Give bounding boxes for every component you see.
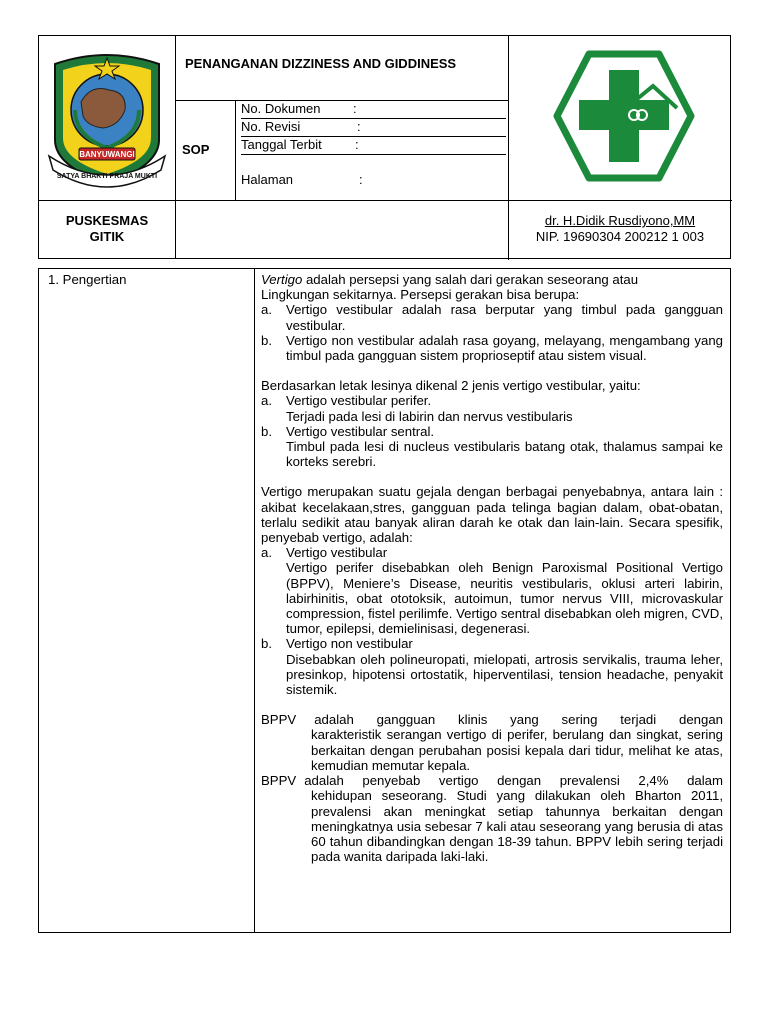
puskesmas-logo (549, 46, 699, 186)
list-title: Vertigo vestibular sentral. (286, 423, 435, 439)
list-marker: b. (261, 423, 272, 439)
field-halaman (241, 172, 506, 190)
list-title: Vertigo vestibular (286, 545, 388, 561)
bppv-lead: BPPV (261, 712, 297, 728)
bppv-text: karakteristik serangan vertigo di perifer, berulang dan singkat, sering berkaitan dengan perubahan posisi kepala dari tidur, melihat ke atas, kemudian memutar kepala. (311, 727, 723, 773)
field-value: : (355, 137, 359, 152)
field-value: : (353, 101, 357, 116)
list-text: Vertigo perifer disebabkan oleh Benign Paroxismal Positional Vertigo (BPPV), Meniere’s Disease, neuritis vestibularis, oklusi arteri labirin, labirhinitis, obat ototoksik, autoimun, tumor nervus VIII, microvaskular compression, fistel perilimfe. Vertigo sentral disebabkan oleh migren, CVD, tumor, epilepsi, demielinisasi, degenerasi. (286, 560, 723, 637)
list-item (261, 393, 723, 423)
list-marker: b. (261, 636, 272, 652)
sop-label: SOP (182, 142, 210, 157)
field-value: : (357, 119, 361, 134)
section-body (261, 272, 723, 864)
banyuwangi-logo (45, 44, 169, 192)
bppv-first-line: adalah penyebab vertigo dengan prevalensi 2,4% dalam (304, 773, 723, 789)
signer-name: dr. H.Didik Rusdiyono,MM (544, 213, 696, 228)
bppv-first-line: adalah gangguan klinis yang sering terjadi dengan (314, 712, 723, 728)
sop-header-table (38, 35, 731, 259)
intro-text-2: Lingkungan sekitarnya. Persepsi gerakan bisa berupa: (261, 287, 580, 303)
list-marker: a. (261, 393, 272, 409)
document-title: PENANGANAN DIZZINESS AND GIDDINESS (185, 56, 457, 71)
field-label: No. Dokumen (241, 101, 321, 116)
header-divider (39, 200, 732, 201)
field-no-revisi (241, 118, 506, 137)
list-text: Disebabkan oleh polineuropati, mielopati, artrosis servikalis, trauma leher, presinkop, hipotensi ortostatik, hiperventilasi, tension headache, penyakit sistemik. (286, 651, 723, 698)
logo-ribbon-text: BANYUWANGI (79, 150, 135, 159)
bppv-paragraph-2 (261, 773, 723, 864)
signer-block (511, 213, 729, 245)
list-title: Vertigo vestibular perifer. (286, 393, 432, 409)
intro-paragraph (261, 272, 723, 302)
field-value: : (359, 172, 363, 187)
list-item (261, 424, 723, 470)
field-no-dokumen (241, 100, 506, 119)
list-item (261, 302, 723, 332)
intro-text: adalah persepsi yang salah dari gerakan seseorang atau (302, 272, 639, 287)
list-item (261, 333, 723, 363)
logo-motto-text: SATYA BHAKTI PRAJA MUKTI (56, 173, 158, 180)
header-divider (175, 36, 176, 258)
section-label: 1. Pengertian (48, 272, 127, 287)
list-text: Terjadi pada lesi di labirin dan nervus vestibularis (286, 408, 573, 424)
org-line-2: GITIK (89, 229, 125, 244)
bppv-lead: BPPV (261, 773, 297, 789)
list-item (261, 636, 723, 697)
field-label: Halaman (241, 172, 294, 187)
field-tanggal-terbit (241, 136, 506, 155)
signer-nip: NIP. 19690304 200212 1 003 (535, 229, 705, 244)
list-marker: b. (261, 332, 272, 348)
org-line-1: PUSKESMAS (65, 213, 149, 228)
list-item (261, 545, 723, 636)
field-label: No. Revisi (241, 119, 301, 134)
intro-term: Vertigo (261, 272, 303, 287)
organization-name (39, 213, 175, 245)
field-label: Tanggal Terbit (241, 137, 322, 152)
paragraph: Berdasarkan letak lesinya dikenal 2 jenis vertigo vestibular, yaitu: (261, 378, 641, 394)
list-text: Vertigo non vestibular adalah rasa goyang, melayang, mengambang yang timbul pada gangguan sistem proprioseptif atau sistem visual. (286, 332, 723, 364)
list-text: Vertigo vestibular adalah rasa berputar yang timbul pada gangguan vestibular. (286, 302, 723, 333)
sop-content-table (38, 268, 731, 933)
bppv-paragraph-1 (261, 712, 723, 773)
list-title: Vertigo non vestibular (286, 636, 413, 652)
document-fields (241, 100, 506, 200)
paragraph: Vertigo merupakan suatu gejala dengan berbagai penyebabnya, antara lain : akibat kecelakaan,stres, gangguan pada telinga bagian dalam, obat-obatan, terlalu sedikit atau banyak aliran darah ke otak dan lain-lain. Secara spesifik, penyebab vertigo, adalah: (261, 484, 723, 546)
content-divider (254, 269, 255, 932)
list-text: Timbul pada lesi di nucleus vestibularis batang otak, thalamus sampai ke korteks serebri. (286, 439, 723, 470)
header-divider (508, 36, 509, 260)
header-divider (235, 100, 236, 200)
list-marker: a. (261, 545, 272, 561)
bppv-text: kehidupan seseorang. Studi yang dilakukan oleh Bharton 2011, prevalensi akan meningkat setiap tahunnya berkaitan dengan meningkatnya usia sebesar 7 kali atau seseorang yang berusia di atas 60 tahun dibandingkan dengan 18-39 tahun. BPPV lebih sering terjadi pada wanita daripada laki-laki. (311, 788, 723, 865)
list-marker: a. (261, 302, 272, 318)
